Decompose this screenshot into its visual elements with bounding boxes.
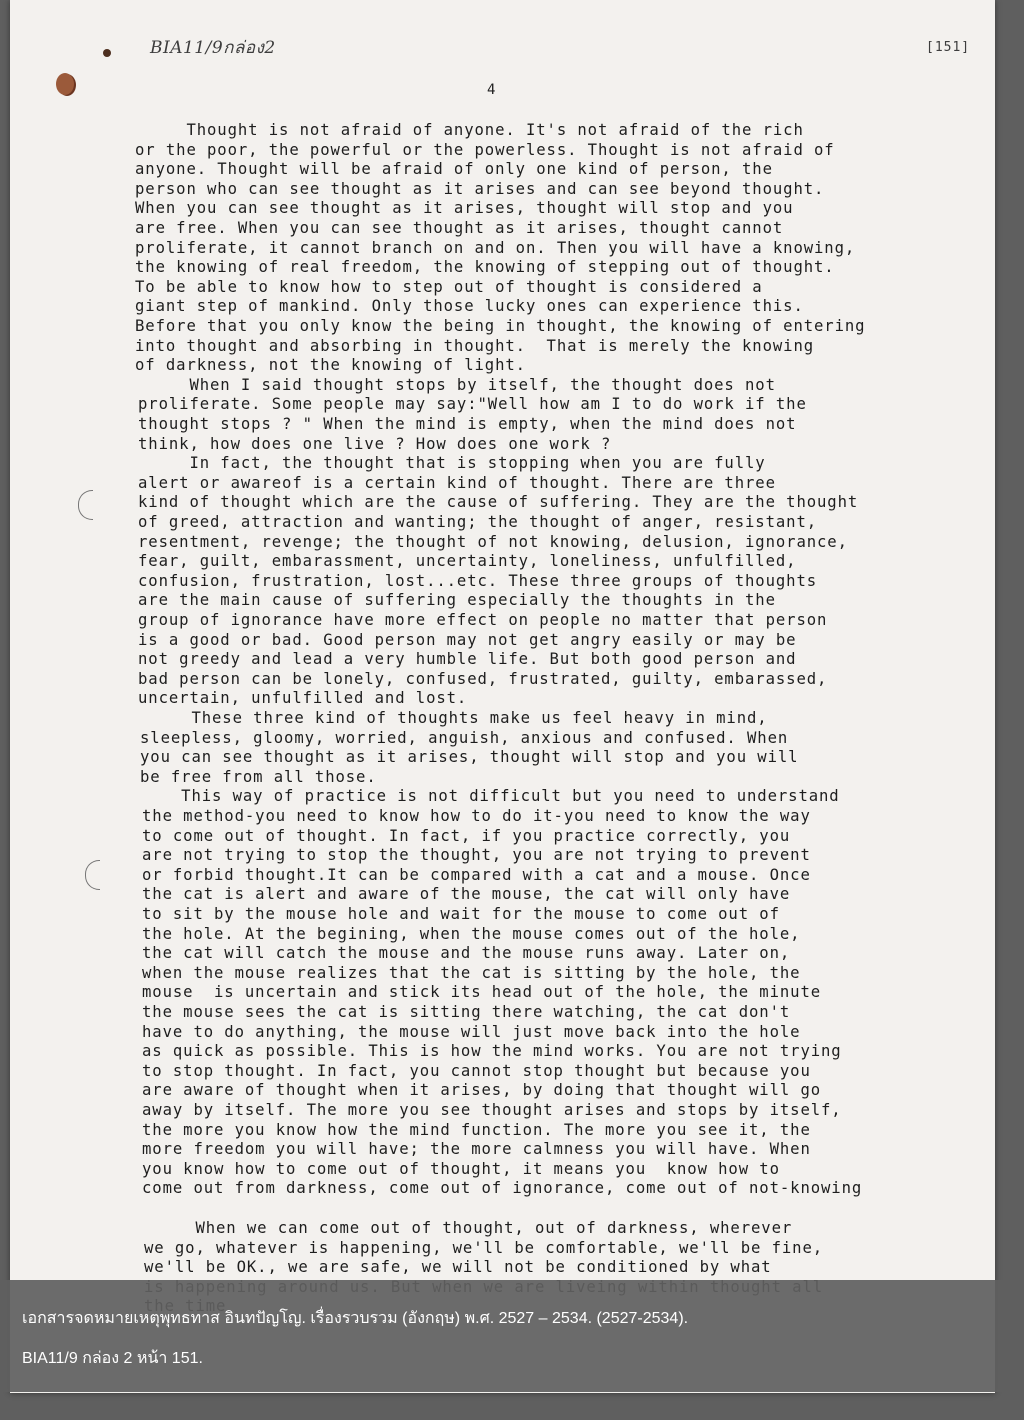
text-line: you know how to come out of thought, it means you know how to <box>142 1159 780 1178</box>
text-line: thought stops ? " When the mind is empty, when the mind does not <box>138 415 797 433</box>
text-line: away by itself. The more you see thought arises and stops by itself, <box>142 1101 842 1119</box>
text-line: are free. When you can see thought as it arises, thought cannot <box>135 219 784 237</box>
archive-page-reference: [151] <box>926 40 971 55</box>
text-line: more freedom you will have; the more calmness you will have. When <box>142 1140 811 1159</box>
text-line: In fact, the thought that is stopping when you are fully <box>138 454 766 473</box>
text-line: When we can come out of thought, out of darkness, wherever <box>144 1219 793 1237</box>
text-line: when the mouse realizes that the cat is sitting by the hole, the <box>142 963 801 982</box>
typed-body-text <box>10 0 995 1393</box>
text-line: to come out of thought. In fact, if you practice correctly, you <box>142 826 791 845</box>
text-line: be free from all those. <box>140 767 377 786</box>
text-line: the mouse sees the cat is sitting there watching, the cat don't <box>142 1003 791 1021</box>
text-line: the hole. At the begining, when the mouse comes out of the hole, <box>142 924 801 943</box>
text-line: proliferate, it cannot branch on and on. Then you will have a knowing, <box>135 238 856 257</box>
handwritten-reference: BIA11/9กล่อง2 <box>150 38 276 58</box>
caption-title: เอกสารจดหมายเหตุพุทธทาส อินทปัญโญ. เรื่องรวบรวม (อังกฤษ) พ.ศ. 2527 – 2534. (2527-2534). <box>22 1310 689 1327</box>
text-line: confusion, frustration, lost...etc. These three groups of thoughts <box>138 571 818 590</box>
text-line: group of ignorance have more effect on people no matter that person <box>138 611 828 629</box>
text-line: the more you know how the mind function. The more you see it, the <box>142 1120 811 1139</box>
document-page <box>10 0 995 1393</box>
text-line: kind of thought which are the cause of suffering. They are the thought <box>138 493 859 512</box>
text-line: of greed, attraction and wanting; the thought of anger, resistant, <box>138 513 818 531</box>
text-line: person who can see thought as it arises and can see beyond thought. <box>135 179 825 198</box>
text-line: into thought and absorbing in thought. That is merely the knowing <box>135 336 815 355</box>
text-line: as quick as possible. This is how the mind works. You are not trying <box>142 1042 842 1061</box>
text-line: the cat will catch the mouse and the mouse runs away. Later on, <box>142 944 791 963</box>
text-line: come out from darkness, come out of ignorance, come out of not-knowing <box>142 1179 863 1198</box>
text-line: we'll be OK., we are safe, we will not be conditioned by what <box>144 1258 772 1277</box>
text-line: These three kind of thoughts make us feel heavy in mind, <box>140 709 768 727</box>
text-line: To be able to know how to step out of thought is considered a <box>135 277 763 296</box>
text-line: or the poor, the powerful or the powerless. Thought is not afraid of <box>135 140 835 159</box>
text-line: Before that you only know the being in thought, the knowing of entering <box>135 317 866 335</box>
text-line: resentment, revenge; the thought of not knowing, delusion, ignorance, <box>138 532 848 551</box>
text-line: the method-you need to know how to do it-you need to know the way <box>142 807 811 825</box>
text-line: proliferate. Some people may say:"Well how am I to do work if the <box>138 395 807 414</box>
text-line: bad person can be lonely, confused, frustrated, guilty, embarassed, <box>138 669 828 688</box>
text-line: alert or awareof is a certain kind of thought. There are three <box>138 473 776 492</box>
text-line: you can see thought as it arises, thought will stop and you will <box>140 748 799 767</box>
text-line: the knowing of real freedom, the knowing of stepping out of thought. <box>135 258 835 277</box>
text-line: think, how does one live ? How does one work ? <box>138 434 612 453</box>
text-line: giant step of mankind. Only those lucky ones can experience this. <box>135 297 804 316</box>
text-line: are aware of thought when it arises, by doing that thought will go <box>142 1081 822 1100</box>
text-line: is a good or bad. Good person may not get angry easily or may be <box>138 630 797 649</box>
text-line: not greedy and lead a very humble life. But both good person and <box>138 650 797 669</box>
text-line: anyone. Thought will be afraid of only one kind of person, the <box>135 160 773 179</box>
caption-overlay <box>0 1280 1024 1392</box>
text-line: to stop thought. In fact, you cannot stop thought but because you <box>142 1061 811 1080</box>
text-line: the cat is alert and aware of the mouse, the cat will only have <box>142 885 791 904</box>
text-line: or forbid thought.It can be compared with a cat and a mouse. Once <box>142 865 811 884</box>
text-line: we go, whatever is happening, we'll be comfortable, we'll be fine, <box>144 1238 824 1257</box>
text-line: have to do anything, the mouse will just move back into the hole <box>142 1022 801 1041</box>
text-line: are the main cause of suffering especially the thoughts in the <box>138 591 776 610</box>
text-line: When you can see thought as it arises, thought will stop and you <box>135 199 794 218</box>
text-line: to sit by the mouse hole and wait for the mouse to come out of <box>142 905 780 923</box>
text-line: Thought is not afraid of anyone. It's not afraid of the rich <box>135 121 804 139</box>
page-number: 4 <box>487 82 496 98</box>
text-line: This way of practice is not difficult but you need to understand <box>140 787 840 806</box>
text-line: of darkness, not the knowing of light. <box>135 356 526 375</box>
text-line: fear, guilt, embarassment, uncertainty, loneliness, unfulfilled, <box>138 552 797 571</box>
text-line: mouse is uncertain and stick its head out of the hole, the minute <box>142 983 822 1002</box>
text-line: are not trying to stop the thought, you are not trying to prevent <box>142 846 811 865</box>
caption-reference: BIA11/9 กล่อง 2 หน้า 151. <box>22 1350 203 1367</box>
text-line: uncertain, unfulfilled and lost. <box>138 689 468 708</box>
text-line: When I said thought stops by itself, the thought does not <box>138 375 776 394</box>
text-line: sleepless, gloomy, worried, anguish, anxious and confused. When <box>140 728 789 747</box>
